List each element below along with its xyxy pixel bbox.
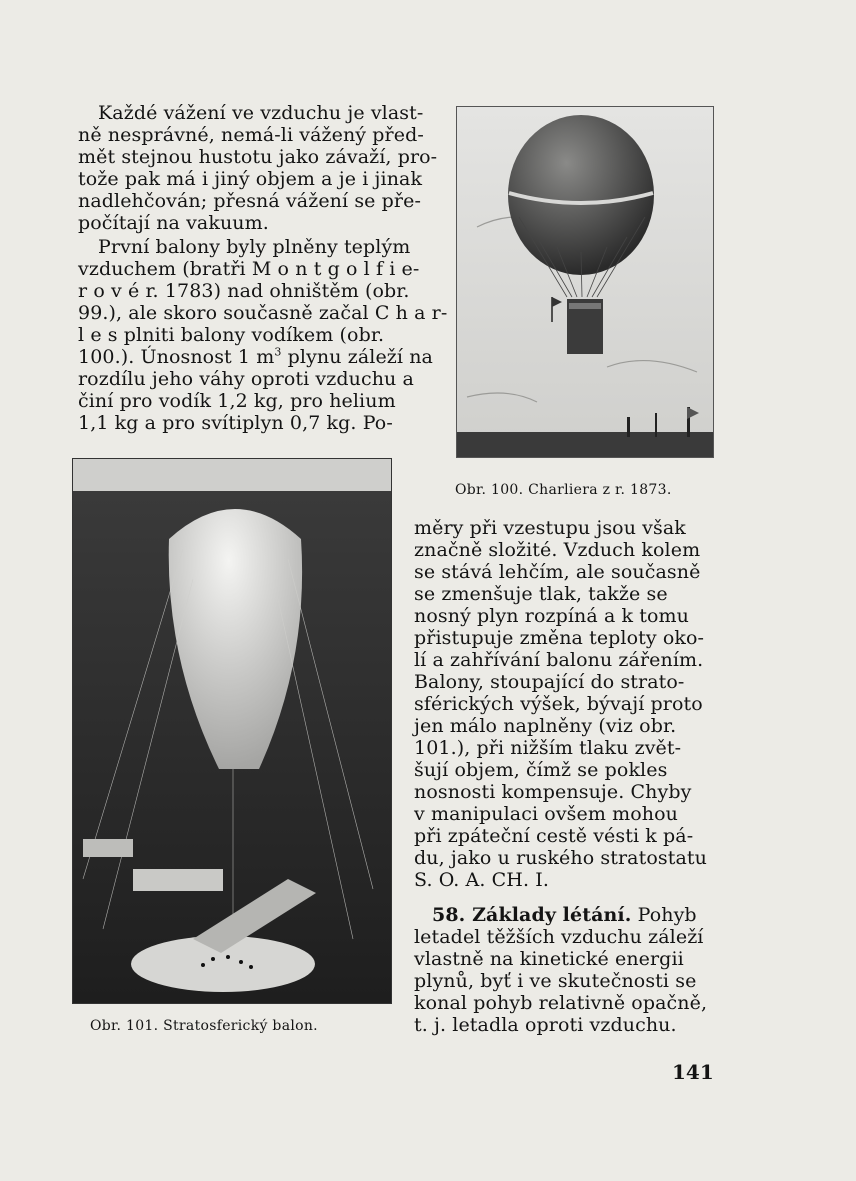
- stratosphere-balloon-photo: [73, 459, 391, 1003]
- text-line: S. O. A. CH. I.: [414, 869, 549, 891]
- text-line: l e s plniti balony vodíkem (obr.: [78, 324, 385, 346]
- text-line: při zpáteční cestě vésti k pá-: [414, 825, 694, 847]
- text-line: Každé vážení ve vzduchu je vlast-: [98, 102, 424, 124]
- figure-100-image: [456, 106, 714, 458]
- text-line: nosný plyn rozpíná a k tomu: [414, 605, 690, 627]
- section-heading-line: [432, 904, 697, 926]
- balloon-illustration: [457, 107, 713, 457]
- text-line: značně složité. Vzduch kolem: [414, 539, 701, 561]
- text-line: šují objem, čímž se pokles: [414, 759, 668, 781]
- text-line: přistupuje změna teploty oko-: [414, 627, 705, 649]
- text-line: du, jako u ruského stratostatu: [414, 847, 707, 869]
- text-line: počítají na vakuum.: [78, 212, 269, 234]
- text-line: 101.), při nižším tlaku zvět-: [414, 737, 682, 759]
- text-line: sférických výšek, bývají proto: [414, 693, 703, 715]
- text-line: tože pak má i jiný objem a je i jinak: [78, 168, 423, 190]
- section-heading: 58. Základy létání.: [432, 904, 632, 926]
- text-line: vlastně na kinetické energii: [414, 948, 684, 970]
- text-fragment: plynu záleží na: [281, 346, 433, 368]
- text-line: letadel těžších vzduchu záleží: [414, 926, 704, 948]
- text-line: konal pohyb relativně opačně,: [414, 992, 708, 1014]
- text-line: [78, 346, 433, 368]
- text-fragment: Pohyb: [631, 904, 697, 926]
- text-line: v manipulaci ovšem mohou: [414, 803, 678, 825]
- text-line: První balony byly plněny teplým: [98, 236, 411, 258]
- text-line: rozdílu jeho váhy oproti vzduchu a: [78, 368, 414, 390]
- text-line: ně nesprávné, nemá-li vážený před-: [78, 124, 424, 146]
- text-line: měry při vzestupu jsou však: [414, 517, 686, 539]
- text-line: činí pro vodík 1,2 kg, pro helium: [78, 390, 396, 412]
- text-line: jen málo naplněny (viz obr.: [414, 715, 677, 737]
- text-line: se stává lehčím, ale současně: [414, 561, 701, 583]
- text-fragment: 100.). Únosnost 1 m: [78, 346, 275, 368]
- text-line: lí a zahřívání balonu zářením.: [414, 649, 704, 671]
- text-line: plynů, byť i ve skutečnosti se: [414, 970, 697, 992]
- figure-101-caption: Obr. 101. Stratosferický balon.: [90, 1018, 318, 1034]
- superscript: 3: [274, 345, 282, 359]
- text-line: nosnosti kompensuje. Chyby: [414, 781, 692, 803]
- text-line: t. j. letadla oproti vzduchu.: [414, 1014, 677, 1036]
- text-line: 99.), ale skoro současně začal C h a r-: [78, 302, 448, 324]
- text-line: se zmenšuje tlak, takže se: [414, 583, 668, 605]
- text-line: r o v é r. 1783) nad ohništěm (obr.: [78, 280, 410, 302]
- figure-100-caption: Obr. 100. Charliera z r. 1873.: [455, 482, 672, 498]
- page-number: 141: [672, 1060, 714, 1084]
- figure-101-image: [72, 458, 392, 1004]
- text-line: Balony, stoupající do strato-: [414, 671, 685, 693]
- text-line: vzduchem (bratři M o n t g o l f i e-: [78, 258, 420, 280]
- text-line: mět stejnou hustotu jako závaží, pro-: [78, 146, 438, 168]
- text-line: nadlehčován; přesná vážení se pře-: [78, 190, 421, 212]
- text-line: 1,1 kg a pro svítiplyn 0,7 kg. Po-: [78, 412, 393, 434]
